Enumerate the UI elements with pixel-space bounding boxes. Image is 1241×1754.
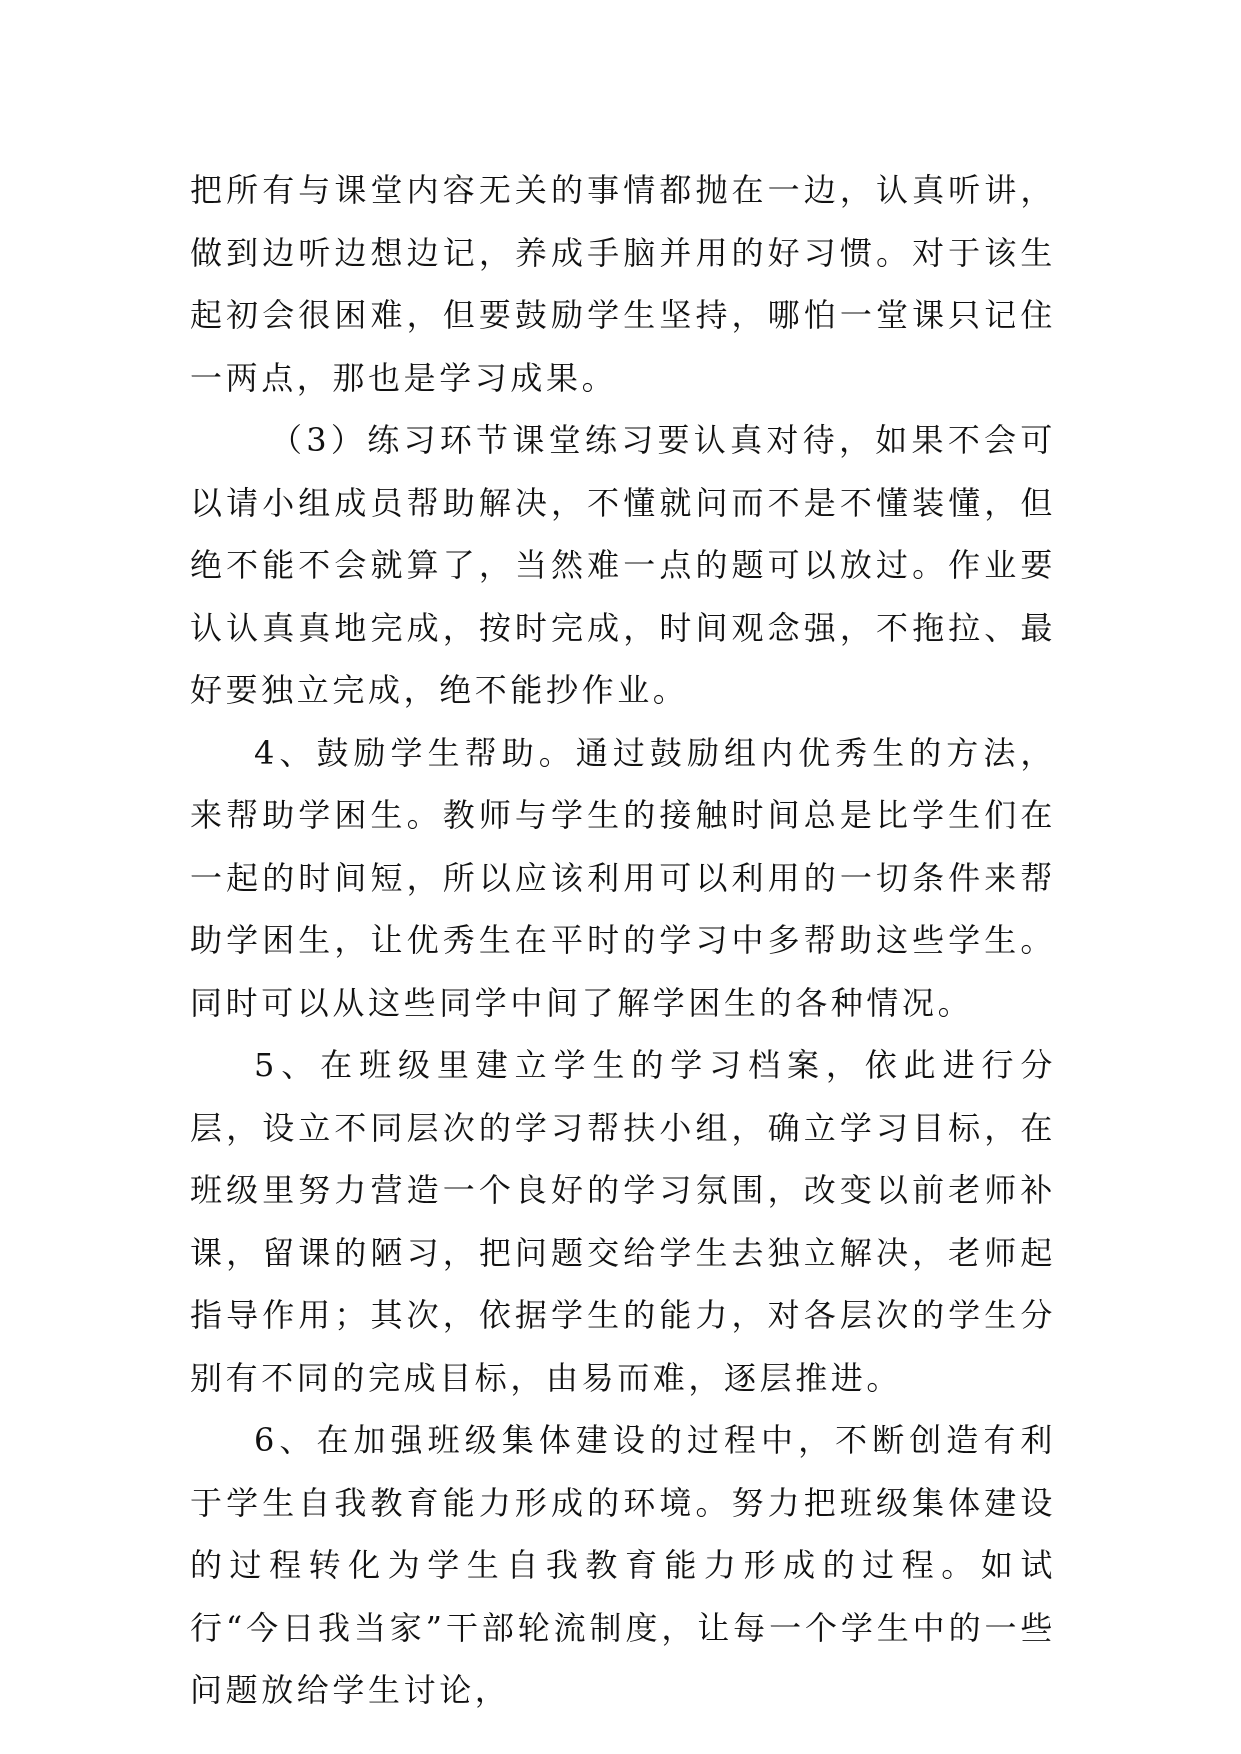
paragraph-point-5: 5、在班级里建立学生的学习档案，依此进行分层，设立不同层次的学习帮扶小组，确立学习目标，在班级里努力营造一个良好的学习氛围，改变以前老师补课，留课的陋习，把问题交给学生去独立解决，老师起指导作用；其次，依据学生的能力，对各层次的学生分别有不同的完成目标，由易而难，逐层推进。 [190,1046,1056,1397]
paragraph-point-4: 4、鼓励学生帮助。通过鼓励组内优秀生的方法，来帮助学困生。教师与学生的接触时间总是比学生们在一起的时间短，所以应该利用可以利用的一切条件来帮助学困生，让优秀生在平时的学习中多帮助这些学生。同时可以从这些同学中间了解学困生的各种情况。 [190,733,1056,1022]
paragraph-practice-step: （3）练习环节课堂练习要认真对待，如果不会可以请小组成员帮助解决，不懂就问而不是不懂装懂，但绝不能不会就算了，当然难一点的题可以放过。作业要认认真真地完成，按时完成，时间观念强，不拖拉、最好要独立完成，绝不能抄作业。 [190,421,1056,709]
document-body [190,159,1056,1722]
paragraph-continued: 把所有与课堂内容无关的事情都抛在一边，认真听讲，做到边听边想边记，养成手脑并用的好习惯。对于该生起初会很困难，但要鼓励学生坚持，哪怕一堂课只记住一两点，那也是学习成果。 [190,171,1056,397]
paragraph-point-6: 6、在加强班级集体建设的过程中，不断创造有利于学生自我教育能力形成的环境。努力把班级集体建设的过程转化为学生自我教育能力形成的过程。如试行“今日我当家”干部轮流制度，让每一个学生中的一些问题放给学生讨论， [190,1421,1056,1709]
